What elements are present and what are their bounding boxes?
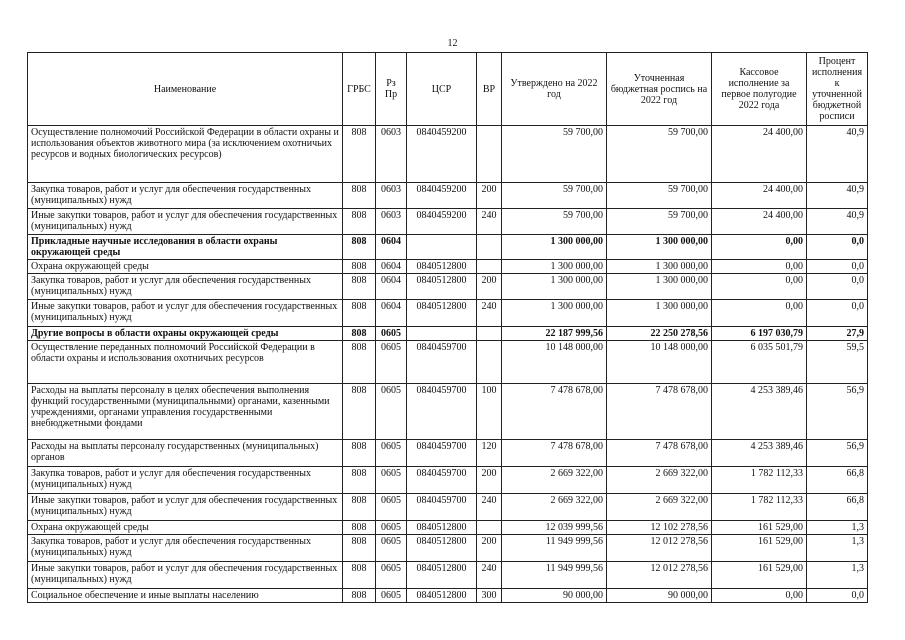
row-approved: 59 700,00	[502, 126, 607, 183]
row-approved: 90 000,00	[502, 589, 607, 603]
header-percent: Процент исполнения к уточненной бюджетной росписи	[807, 53, 868, 126]
row-grbs: 808	[343, 183, 376, 209]
row-rzpr: 0605	[376, 535, 407, 562]
row-rzpr: 0605	[376, 589, 407, 603]
row-csr: 0840512800	[407, 260, 477, 274]
row-cash: 4 253 389,46	[712, 384, 807, 440]
row-vr: 200	[477, 467, 502, 494]
row-approved: 7 478 678,00	[502, 384, 607, 440]
row-cash: 0,00	[712, 235, 807, 260]
header-name: Наименование	[28, 53, 343, 126]
row-cash: 0,00	[712, 589, 807, 603]
row-csr	[407, 327, 477, 341]
table-row	[28, 209, 868, 235]
table-row	[28, 260, 868, 274]
table-row	[28, 341, 868, 384]
row-rzpr: 0604	[376, 235, 407, 260]
row-csr: 0840459700	[407, 467, 477, 494]
row-percent: 40,9	[807, 209, 868, 235]
row-grbs: 808	[343, 300, 376, 327]
row-csr: 0840512800	[407, 535, 477, 562]
row-percent: 27,9	[807, 327, 868, 341]
table-row	[28, 327, 868, 341]
row-rzpr: 0603	[376, 209, 407, 235]
row-name: Закупка товаров, работ и услуг для обеспечения государственных (муниципальных) нужд	[28, 535, 343, 562]
row-percent: 1,3	[807, 535, 868, 562]
row-cash: 24 400,00	[712, 183, 807, 209]
row-name: Иные закупки товаров, работ и услуг для обеспечения государственных (муниципальных) нужд	[28, 300, 343, 327]
header-approved: Утверждено на 2022 год	[502, 53, 607, 126]
table-header-row	[28, 53, 868, 126]
row-refined: 59 700,00	[607, 209, 712, 235]
row-refined: 2 669 322,00	[607, 467, 712, 494]
row-rzpr: 0605	[376, 562, 407, 589]
row-refined: 12 102 278,56	[607, 521, 712, 535]
row-cash: 0,00	[712, 274, 807, 300]
row-name: Осуществление полномочий Российской Федерации в области охраны и использования объектов животного мира (за исключением охотничьих ресурсов и водных биологических ресурсов)	[28, 126, 343, 183]
row-percent: 66,8	[807, 467, 868, 494]
table-row	[28, 126, 868, 183]
table-row	[28, 521, 868, 535]
row-csr: 0840459200	[407, 209, 477, 235]
row-grbs: 808	[343, 562, 376, 589]
row-refined: 90 000,00	[607, 589, 712, 603]
table-row	[28, 440, 868, 467]
row-grbs: 808	[343, 209, 376, 235]
row-rzpr: 0605	[376, 467, 407, 494]
page-number: 12	[447, 38, 458, 49]
table-row	[28, 494, 868, 521]
row-percent: 56,9	[807, 384, 868, 440]
row-refined: 59 700,00	[607, 183, 712, 209]
row-name: Расходы на выплаты персоналу в целях обеспечения выполнения функций государственными (муниципальными) органами, казенными учреждениями, органами управления государственными внебюджетными фондами	[28, 384, 343, 440]
row-vr: 240	[477, 300, 502, 327]
header-csr: ЦСР	[407, 53, 477, 126]
row-rzpr: 0605	[376, 327, 407, 341]
row-grbs: 808	[343, 235, 376, 260]
row-rzpr: 0604	[376, 260, 407, 274]
row-grbs: 808	[343, 126, 376, 183]
row-cash: 161 529,00	[712, 521, 807, 535]
row-approved: 1 300 000,00	[502, 260, 607, 274]
row-approved: 22 187 999,56	[502, 327, 607, 341]
row-approved: 12 039 999,56	[502, 521, 607, 535]
row-vr: 100	[477, 384, 502, 440]
row-percent: 0,0	[807, 235, 868, 260]
row-grbs: 808	[343, 260, 376, 274]
row-grbs: 808	[343, 467, 376, 494]
row-vr: 200	[477, 535, 502, 562]
row-refined: 1 300 000,00	[607, 235, 712, 260]
row-grbs: 808	[343, 384, 376, 440]
row-cash: 0,00	[712, 300, 807, 327]
row-cash: 4 253 389,46	[712, 440, 807, 467]
row-percent: 0,0	[807, 589, 868, 603]
table-row	[28, 183, 868, 209]
row-csr	[407, 235, 477, 260]
row-grbs: 808	[343, 327, 376, 341]
row-refined: 10 148 000,00	[607, 341, 712, 384]
row-cash: 6 035 501,79	[712, 341, 807, 384]
table-row	[28, 274, 868, 300]
row-approved: 2 669 322,00	[502, 467, 607, 494]
row-approved: 10 148 000,00	[502, 341, 607, 384]
row-name: Другие вопросы в области охраны окружающей среды	[28, 327, 343, 341]
row-csr: 0840512800	[407, 562, 477, 589]
table-row	[28, 300, 868, 327]
row-rzpr: 0605	[376, 384, 407, 440]
row-refined: 1 300 000,00	[607, 274, 712, 300]
row-csr: 0840459200	[407, 183, 477, 209]
row-rzpr: 0605	[376, 494, 407, 521]
row-percent: 40,9	[807, 126, 868, 183]
row-vr	[477, 327, 502, 341]
row-cash: 6 197 030,79	[712, 327, 807, 341]
header-vr: ВР	[477, 53, 502, 126]
row-name: Социальное обеспечение и иные выплаты населению	[28, 589, 343, 603]
table-row	[28, 235, 868, 260]
row-approved: 7 478 678,00	[502, 440, 607, 467]
row-rzpr: 0603	[376, 126, 407, 183]
row-vr: 120	[477, 440, 502, 467]
header-refined: Уточненная бюджетная роспись на 2022 год	[607, 53, 712, 126]
row-rzpr: 0605	[376, 521, 407, 535]
row-percent: 1,3	[807, 521, 868, 535]
row-vr	[477, 126, 502, 183]
row-csr: 0840512800	[407, 300, 477, 327]
row-grbs: 808	[343, 341, 376, 384]
row-approved: 11 949 999,56	[502, 535, 607, 562]
table-row	[28, 562, 868, 589]
row-name: Охрана окружающей среды	[28, 521, 343, 535]
row-csr: 0840459700	[407, 384, 477, 440]
row-rzpr: 0603	[376, 183, 407, 209]
row-grbs: 808	[343, 274, 376, 300]
row-csr: 0840512800	[407, 589, 477, 603]
row-cash: 1 782 112,33	[712, 467, 807, 494]
row-approved: 1 300 000,00	[502, 300, 607, 327]
table-row	[28, 384, 868, 440]
row-csr: 0840512800	[407, 274, 477, 300]
row-refined: 59 700,00	[607, 126, 712, 183]
row-percent: 59,5	[807, 341, 868, 384]
row-refined: 7 478 678,00	[607, 384, 712, 440]
row-name: Прикладные научные исследования в области охраны окружающей среды	[28, 235, 343, 260]
row-name: Иные закупки товаров, работ и услуг для обеспечения государственных (муниципальных) нужд	[28, 209, 343, 235]
row-rzpr: 0604	[376, 274, 407, 300]
row-name: Закупка товаров, работ и услуг для обеспечения государственных (муниципальных) нужд	[28, 467, 343, 494]
row-approved: 11 949 999,56	[502, 562, 607, 589]
row-cash: 24 400,00	[712, 126, 807, 183]
row-vr	[477, 341, 502, 384]
row-vr: 200	[477, 183, 502, 209]
row-vr	[477, 521, 502, 535]
row-name: Расходы на выплаты персоналу государственных (муниципальных) органов	[28, 440, 343, 467]
row-name: Иные закупки товаров, работ и услуг для обеспечения государственных (муниципальных) нужд	[28, 494, 343, 521]
row-percent: 0,0	[807, 274, 868, 300]
row-vr: 240	[477, 494, 502, 521]
row-name: Закупка товаров, работ и услуг для обеспечения государственных (муниципальных) нужд	[28, 274, 343, 300]
row-approved: 59 700,00	[502, 183, 607, 209]
row-approved: 1 300 000,00	[502, 235, 607, 260]
row-vr: 240	[477, 562, 502, 589]
row-csr: 0840512800	[407, 521, 477, 535]
row-name: Иные закупки товаров, работ и услуг для обеспечения государственных (муниципальных) нужд	[28, 562, 343, 589]
header-grbs: ГРБС	[343, 53, 376, 126]
row-cash: 161 529,00	[712, 562, 807, 589]
row-rzpr: 0605	[376, 440, 407, 467]
row-refined: 1 300 000,00	[607, 260, 712, 274]
header-cash: Кассовое исполнение за первое полугодие 2022 года	[712, 53, 807, 126]
row-vr: 240	[477, 209, 502, 235]
row-vr: 300	[477, 589, 502, 603]
row-cash: 161 529,00	[712, 535, 807, 562]
row-grbs: 808	[343, 440, 376, 467]
row-name: Закупка товаров, работ и услуг для обеспечения государственных (муниципальных) нужд	[28, 183, 343, 209]
row-percent: 1,3	[807, 562, 868, 589]
row-grbs: 808	[343, 494, 376, 521]
row-percent: 0,0	[807, 300, 868, 327]
row-cash: 24 400,00	[712, 209, 807, 235]
table-row	[28, 467, 868, 494]
row-grbs: 808	[343, 589, 376, 603]
header-rzpr: Рз Пр	[376, 53, 407, 126]
row-refined: 12 012 278,56	[607, 535, 712, 562]
table-body	[28, 126, 868, 603]
row-refined: 2 669 322,00	[607, 494, 712, 521]
row-vr: 200	[477, 274, 502, 300]
row-percent: 66,8	[807, 494, 868, 521]
row-approved: 59 700,00	[502, 209, 607, 235]
budget-table	[27, 52, 868, 603]
row-vr	[477, 235, 502, 260]
row-name: Осуществление переданных полномочий Российской Федерации в области охраны и использования охотничьих ресурсов	[28, 341, 343, 384]
table-row	[28, 589, 868, 603]
row-approved: 1 300 000,00	[502, 274, 607, 300]
row-csr: 0840459700	[407, 494, 477, 521]
row-percent: 0,0	[807, 260, 868, 274]
row-csr: 0840459200	[407, 126, 477, 183]
row-percent: 56,9	[807, 440, 868, 467]
row-csr: 0840459700	[407, 341, 477, 384]
row-grbs: 808	[343, 535, 376, 562]
row-cash: 1 782 112,33	[712, 494, 807, 521]
row-percent: 40,9	[807, 183, 868, 209]
row-rzpr: 0605	[376, 341, 407, 384]
row-rzpr: 0604	[376, 300, 407, 327]
table-row	[28, 535, 868, 562]
row-csr: 0840459700	[407, 440, 477, 467]
row-vr	[477, 260, 502, 274]
row-refined: 1 300 000,00	[607, 300, 712, 327]
row-refined: 22 250 278,56	[607, 327, 712, 341]
row-name: Охрана окружающей среды	[28, 260, 343, 274]
row-refined: 7 478 678,00	[607, 440, 712, 467]
row-grbs: 808	[343, 521, 376, 535]
row-refined: 12 012 278,56	[607, 562, 712, 589]
row-approved: 2 669 322,00	[502, 494, 607, 521]
row-cash: 0,00	[712, 260, 807, 274]
